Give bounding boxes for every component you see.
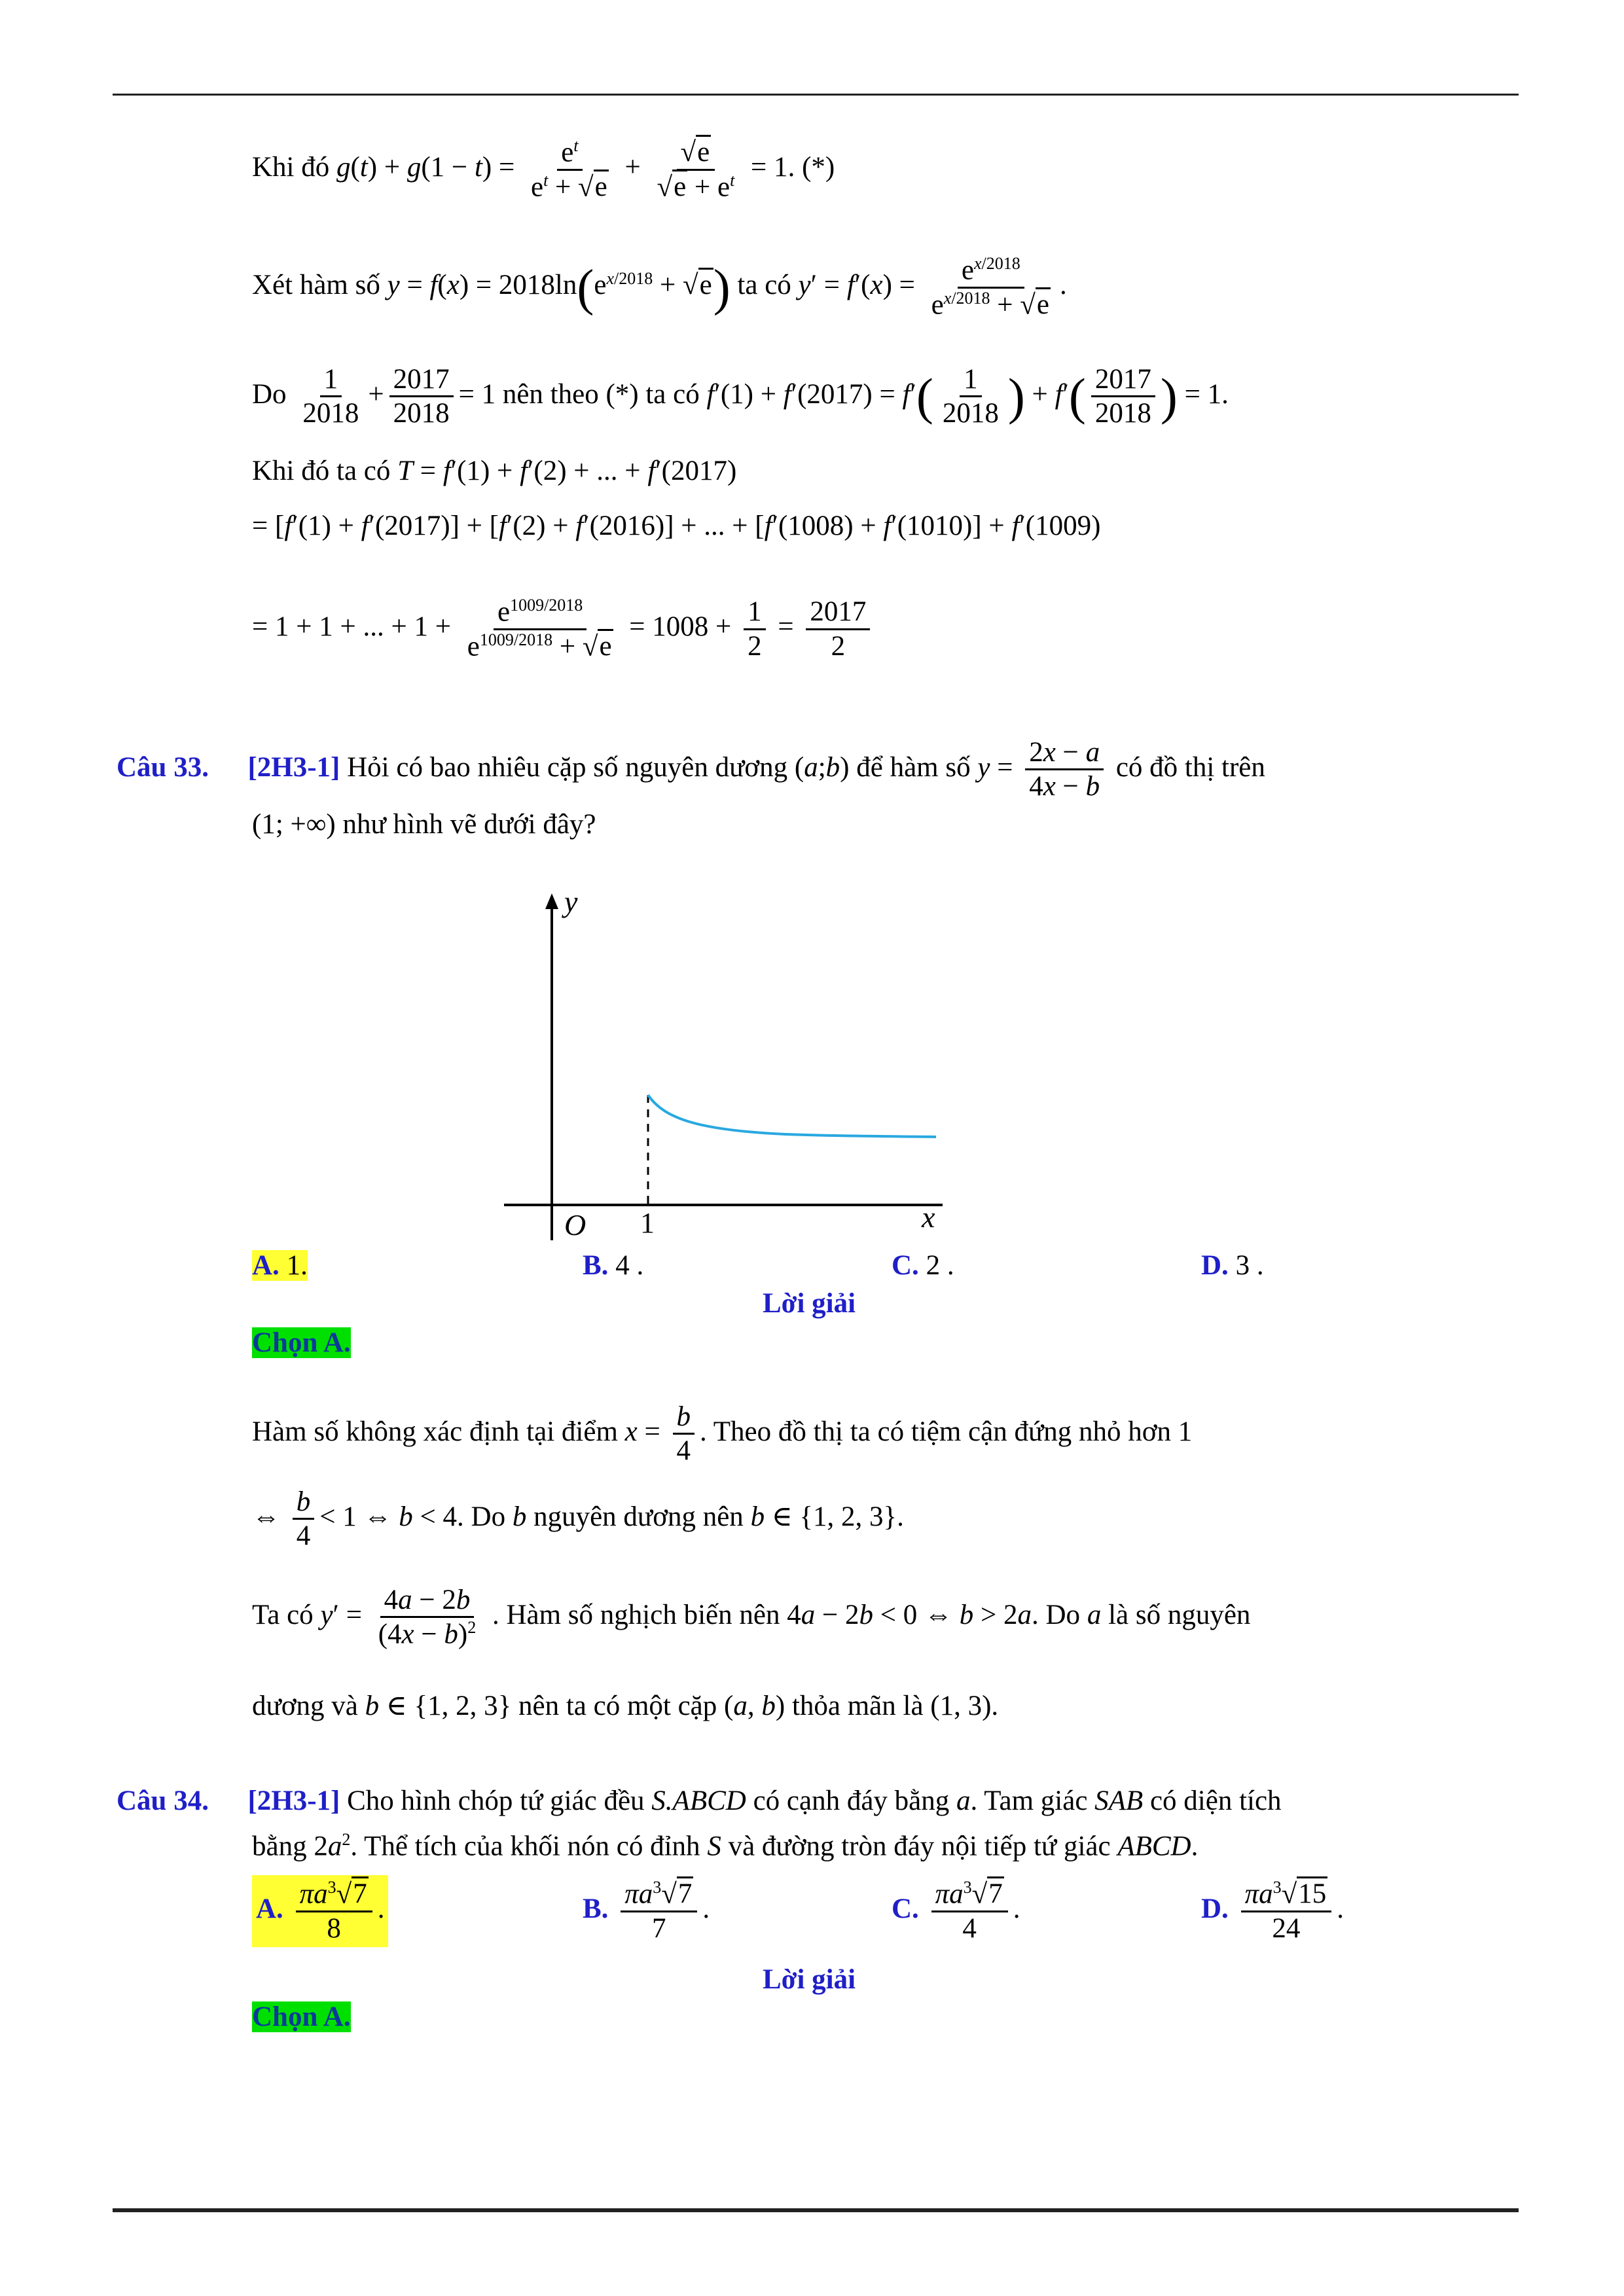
q34-option-d[interactable]: D. $\frac{\pi a^3√15}{24}$ . [1201, 1878, 1344, 1944]
q34-choose: Chọn A. [252, 2001, 351, 2032]
q34-solution-title: Lời giải [763, 1964, 856, 1995]
top-rule [113, 94, 1519, 96]
line-khi-do-g: Khi đó g(t) + g(1 − t) = $\frac{e^t}{e^t + √e}$ + $\frac{√e}{√e + e^t}$ = 1. (*) [252, 136, 835, 203]
q33-option-c[interactable]: C. 2 . [892, 1250, 954, 1281]
graph-origin-label: O [564, 1208, 586, 1242]
q33-line1: Câu 33. [2H3-1] Hỏi có bao nhiêu cặp số nguyên dương (a;b) để hàm số y = $\frac{2x - a}{4x - b}$ có đồ thị trên [117, 737, 1265, 802]
q34-option-a[interactable]: A. $\frac{\pi a^3√7}{8}$ . [252, 1875, 388, 1947]
q33-graph [484, 887, 956, 1253]
graph-y-arrow [545, 893, 558, 909]
q33-option-d[interactable]: D. 3 . [1201, 1250, 1264, 1281]
q34-option-c[interactable]: C. $\frac{\pi a^3√7}{4}$ . [892, 1878, 1020, 1944]
line-sum-pairs: = [f′(1) + f′(2017)] + [f′(2) + f′(2016)] + ... + [f′(1008) + f′(1010)] + f′(1009) [252, 511, 1101, 541]
q33-sol-line2: ⇔ $\frac{b}{4}$ < 1 ⇔ b < 4. Do b nguyên dương nên b ∈ {1, 2, 3}. [252, 1486, 904, 1552]
q33-sol-line1: Hàm số không xác định tại điểm x = $\frac{b}{4}$ . Theo đồ thị ta có tiệm cận đứng nhỏ hơn 1 [252, 1401, 1193, 1467]
bottom-rule [113, 2208, 1519, 2212]
q34-number: Câu 34. [117, 1785, 209, 1816]
q33-code: [2H3-1] [247, 751, 340, 783]
graph-y-label: y [564, 887, 578, 918]
q33-option-b[interactable]: B. 4 . [583, 1250, 644, 1281]
line-khi-do-T: Khi đó ta có T = f′(1) + f′(2) + ... + f′(2017) [252, 456, 737, 486]
q33-number: Câu 33. [117, 751, 209, 783]
line-do: Do $\frac{1}{2018}$ + $\frac{2017}{2018}$ = 1 nên theo (*) ta có f′(1) + f′(2017) = f′( $\frac{1}{2018}$ ) + f′( $\frac{2017}{2018}$ ) = 1. [252, 364, 1229, 429]
q33-solution-title: Lời giải [763, 1288, 856, 1319]
q34-code: [2H3-1] [247, 1785, 340, 1816]
q33-sol-line4: dương và b ∈ {1, 2, 3} nên ta có một cặp (a, b) thỏa mãn là (1, 3). [252, 1691, 999, 1721]
q34-line1: Câu 34. [2H3-1] Cho hình chóp tứ giác đều S.ABCD có cạnh đáy bằng a. Tam giác SAB có diện tích [117, 1785, 1282, 1816]
q33-line2: (1; +∞) như hình vẽ dưới đây? [252, 809, 596, 840]
graph-curve [648, 1095, 936, 1137]
q33-option-a[interactable]: A. 1. [252, 1250, 308, 1281]
q34-line2: bằng $2a^2$. Thể tích của khối nón có đỉnh S và đường tròn đáy nội tiếp tứ giác ABCD. [252, 1830, 1199, 1862]
q33-sol-line3: Ta có y′ = $\frac{4a - 2b}{(4x - b)^2}$ . Hàm số nghịch biến nên 4a − 2b < 0 ⇔ b > 2a. Do a là số nguyên [252, 1585, 1251, 1650]
q34-option-b[interactable]: B. $\frac{\pi a^3√7}{7}$ . [583, 1878, 710, 1944]
graph-tick-1: 1 [640, 1207, 655, 1239]
line-xet-ham-so: Xét hàm số $y = f(x) = 2018\ln(e^{x/2018} + √e)$ ta có y′ = f′(x) = $\frac{e^{x/2018}}{e^{x/2018} + √e}$ . [252, 254, 1067, 321]
line-result: = 1 + 1 + ... + 1 + $\frac{e^{1009/2018}}{e^{1009/2018} + √e}$ = 1008 + $\frac{1}{2}$ = $\frac{2017}{2}$ [252, 596, 875, 663]
q33-choose: Chọn A. [252, 1327, 351, 1358]
graph-x-label: x [922, 1200, 935, 1234]
